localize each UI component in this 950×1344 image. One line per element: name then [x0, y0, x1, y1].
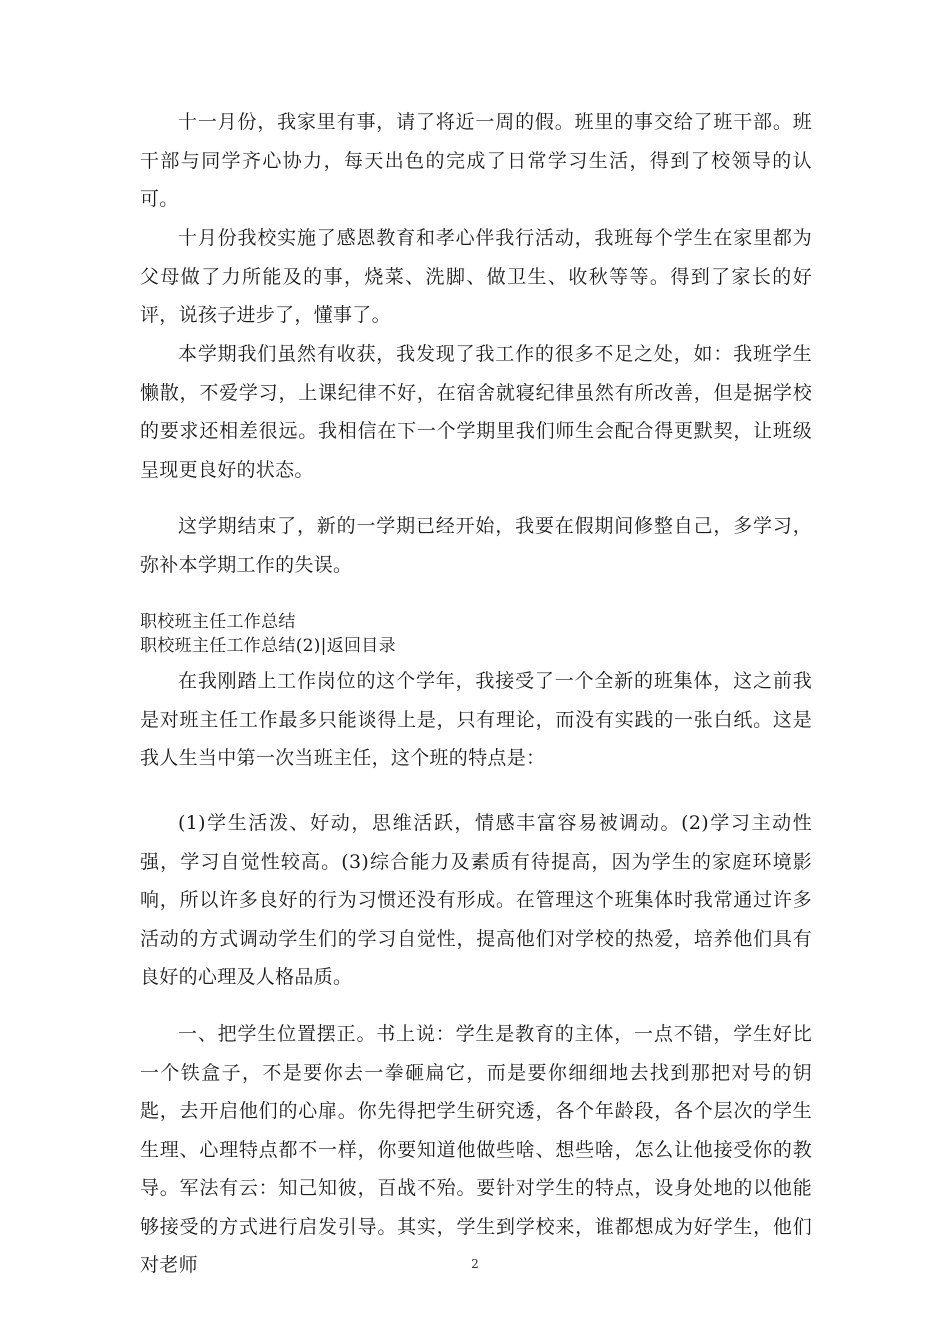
paragraph-class-features: (1)学生活泼、好动，思维活跃，情感丰富容易被调动。(2)学习主动性强，学习自觉性较高。(3)综合能力及素质有待提高，因为学生的家庭环境影响，所以许多良好的行为习惯还没有形成。在管理这个班集体时我常通过许多活动的方式调动学生们的学习自觉性，提高他们对学校的热爱，培养他们具有良好的心理及人格品质。: [140, 812, 812, 988]
paragraph-first-year: 在我刚踏上工作岗位的这个学年，我接受了一个全新的班集体，这之前我是对班主任工作最多只能谈得上是，只有理论，而没有实践的一张白纸。这是我人生当中第一次当班主任，这个班的特点是：: [140, 670, 812, 769]
paragraph-shortcomings: 本学期我们虽然有收获，我发现了我工作的很多不足之处，如：我班学生懒散，不爱学习，上课纪律不好，在宿舍就寝纪律虽然有所改善，但是据学校的要求还相差很远。我相信在下一个学期里我们师生会配合得更默契，让班级呈现更良好的状态。: [140, 343, 812, 481]
paragraph-leave: 十一月份，我家里有事，请了将近一周的假。班里的事交给了班干部。班干部与同学齐心协力，每天出色的完成了日常学习生活，得到了校领导的认可。: [140, 111, 812, 210]
section-title: 职校班主任工作总结: [140, 612, 296, 632]
paragraph-gratitude-education: 十月份我校实施了感恩教育和孝心伴我行活动，我班每个学生在家里都为父母做了力所能及的事，烧菜、洗脚、做卫生、收秋等等。得到了家长的好评，说孩子进步了，懂事了。: [140, 227, 812, 326]
paragraph-semester-end: 这学期结束了，新的一学期已经开始，我要在假期间修整自己，多学习，弥补本学期工作的失误。: [140, 515, 812, 576]
paragraph-student-position: 一、把学生位置摆正。书上说：学生是教育的主体，一点不错，学生好比一个铁盒子，不是要你去一拳砸扁它，而是要你细细地去找到那把对号的钥匙，去开启他们的心扉。你先得把学生研究透，各个年龄段，各个层次的学生生理、心理特点都不一样，你要知道他做些啥、想些啥，怎么让他接受你的教导。军法有云：知己知彼，百战不殆。要针对学生的特点，设身处地的以他能够接受的方式进行启发引导。其实，学生到学校来，谁都想成为好学生，他们对老师: [140, 1023, 812, 1276]
section-subtitle-link[interactable]: 职校班主任工作总结(2)|返回目录: [140, 636, 396, 656]
page-number: 2: [471, 1257, 479, 1271]
